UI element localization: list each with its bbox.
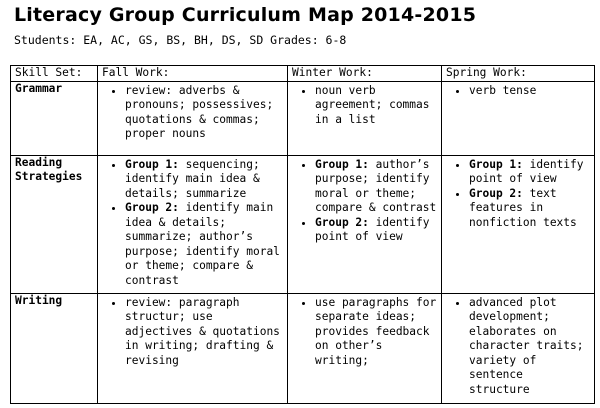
list-item: • Group 1: sequencing; identify main idea & details; summarize [125,158,283,202]
header-skill-set: Skill Set: [11,66,98,82]
spring-cell [442,293,595,403]
group-label: Group 2: [125,201,179,215]
skill-label: Strategies [15,170,83,184]
fall-cell [98,155,288,293]
table-row-reading-strategies [11,155,595,293]
winter-cell [288,155,442,293]
spring-list [446,296,590,398]
header-fall-work: Fall Work: [98,66,288,82]
skill-label: Reading [15,155,63,169]
spring-list [446,84,590,99]
group-label: Group 2: [315,215,369,229]
skill-cell [11,293,98,403]
curriculum-table [10,65,595,404]
fall-list [102,84,283,142]
skill-label: Grammar [15,81,63,95]
group-label: Group 2: [469,186,523,200]
winter-cell [288,81,442,155]
list-item: • Group 2: identify point of view [315,216,437,245]
spring-list [446,158,590,231]
group-label: Group 1: [469,157,523,171]
list-item: • advanced plot development; elaborates on character traits; variety of sentence structure [469,296,590,398]
list-item: • review: adverbs & pronouns; possessives; quotations & commas; proper nouns [125,84,283,142]
list-item: • Group 1: identify point of view [469,158,590,187]
spring-cell [442,155,595,293]
list-item: • noun verb agreement; commas in a list [315,84,437,128]
list-item: • use paragraphs for separate ideas; provides feedback on other’s writing; [315,296,437,369]
fall-list [102,296,283,369]
winter-cell [288,293,442,403]
skill-cell [11,81,98,155]
fall-cell [98,81,288,155]
winter-list [292,296,437,369]
list-item: • review: paragraph structur; use adjectives & quotations in writing; drafting & revising [125,296,283,369]
header-spring-work: Spring Work: [442,66,595,82]
list-item: • Group 2: identify main idea & details; summarize; author’s purpose; identify moral or theme; compare & contrast [125,201,283,288]
skill-cell [11,155,98,293]
winter-list [292,158,437,245]
winter-list [292,84,437,128]
list-item: • verb tense [469,84,590,99]
group-label: Group 1: [125,157,179,171]
spring-cell [442,81,595,155]
header-winter-work: Winter Work: [288,66,442,82]
page-title: Literacy Group Curriculum Map 2014-2015 [14,4,477,26]
header-row [11,66,595,82]
skill-label: Writing [15,293,63,307]
students-grades-line: Students: EA, AC, GS, BS, BH, DS, SD Grades: 6-8 [14,33,347,47]
table-row-grammar [11,81,595,155]
list-item: • Group 1: author’s purpose; identify moral or theme; compare & contrast [315,158,437,216]
group-label: Group 1: [315,157,369,171]
fall-cell [98,293,288,403]
list-item: • Group 2: text features in nonfiction texts [469,187,590,231]
table-row-writing [11,293,595,403]
fall-list [102,158,283,289]
